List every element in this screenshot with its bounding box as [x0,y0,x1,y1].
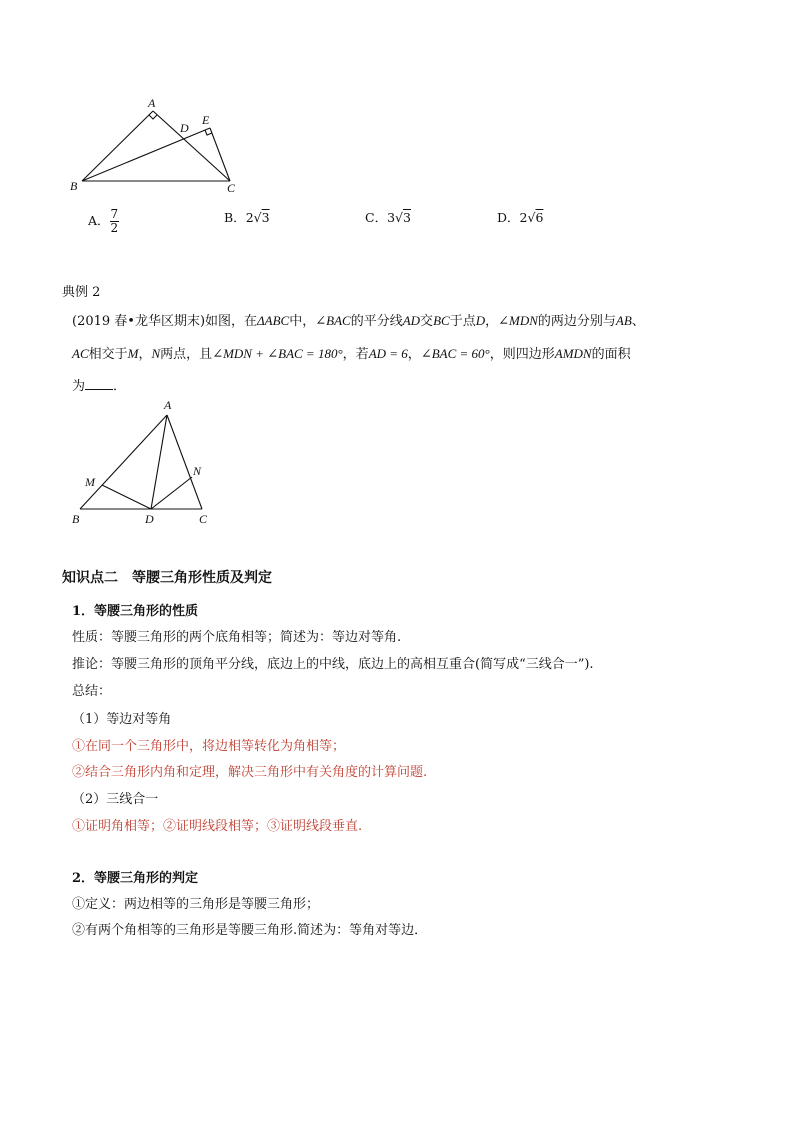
option-c-label: C． [365,210,388,225]
example-2-problem-line-2: AC相交于M，N两点，且∠MDN + ∠BAC = 180°，若AD = 6，∠BAC = 60°，则四边形AMDN的面积 [72,346,631,362]
summary-item-2a: ①证明角相等；②证明线段相等；③证明线段垂直. [72,819,363,834]
label-b: B [72,512,80,526]
segment-ab [82,111,153,181]
subsection-2-title: 2．等腰三角形的判定 [72,871,199,886]
label-m: M [85,475,95,489]
option-b[interactable]: B．2√3 [224,210,270,225]
fraction-7-over-2: $\frac{7}{2}$ [110,207,119,235]
segment-nd [151,477,192,509]
property-text: 性质：等腰三角形的两个底角相等；简述为：等边对等角. [72,630,402,645]
option-a-label: A． [88,213,110,228]
label-c: C [199,512,208,526]
summary-label: 总结： [72,684,112,699]
right-angle-mark-a [149,115,157,119]
option-b-label: B． [224,210,246,225]
subsection-1-title: 1．等腰三角形的性质 [72,604,199,619]
summary-item-1b: ②结合三角形内角和定理，解决三角形中有关角度的计算问题. [72,765,428,780]
theorem-text: ②有两个角相等的三角形是等腰三角形.简述为：等角对等边． [72,923,428,938]
segment-ce [210,128,230,181]
definition-text: ①定义：两边相等的三角形是等腰三角形； [72,897,320,912]
segment-md [102,485,151,509]
summary-item-2: （2）三线合一 [72,792,159,807]
option-d-label: D． [497,210,520,225]
label-a: A [164,398,172,412]
figure-triangle-abc-de [60,90,280,200]
example-2-heading: 典例 2 [62,285,101,300]
label-b: B [70,179,78,193]
option-a[interactable] [88,208,119,235]
option-c[interactable]: C．3√3 [365,210,411,225]
segment-be [82,128,210,181]
segment-ac [167,415,202,509]
label-a: A [148,96,156,110]
option-d[interactable]: D．2√6 [497,210,544,225]
figure-triangle-amdn [60,395,230,530]
section-title: 知识点二 等腰三角形性质及判定 [62,570,272,586]
label-c: C [227,181,236,195]
segment-ac [153,111,230,181]
summary-item-1a: ①在同一个三角形中，将边相等转化为角相等； [72,739,346,754]
label-e: E [202,113,210,127]
example-2-problem-line-3: 为 ． [72,376,126,398]
label-d: D [145,512,154,526]
label-n: N [193,464,202,478]
summary-item-1: （1）等边对等角 [72,712,172,727]
example-2-problem-line-1: (2019 春•龙华区期末)如图，在ΔABC中，∠BAC的平分线AD交BC于点D，∠MDN的两边分别与AB、 [72,313,645,329]
answer-blank[interactable] [85,376,113,390]
label-d: D [180,121,189,135]
corollary-text: 推论：等腰三角形的顶角平分线，底边上的中线，底边上的高相互重合(简写成“三线合一”). [72,657,594,672]
